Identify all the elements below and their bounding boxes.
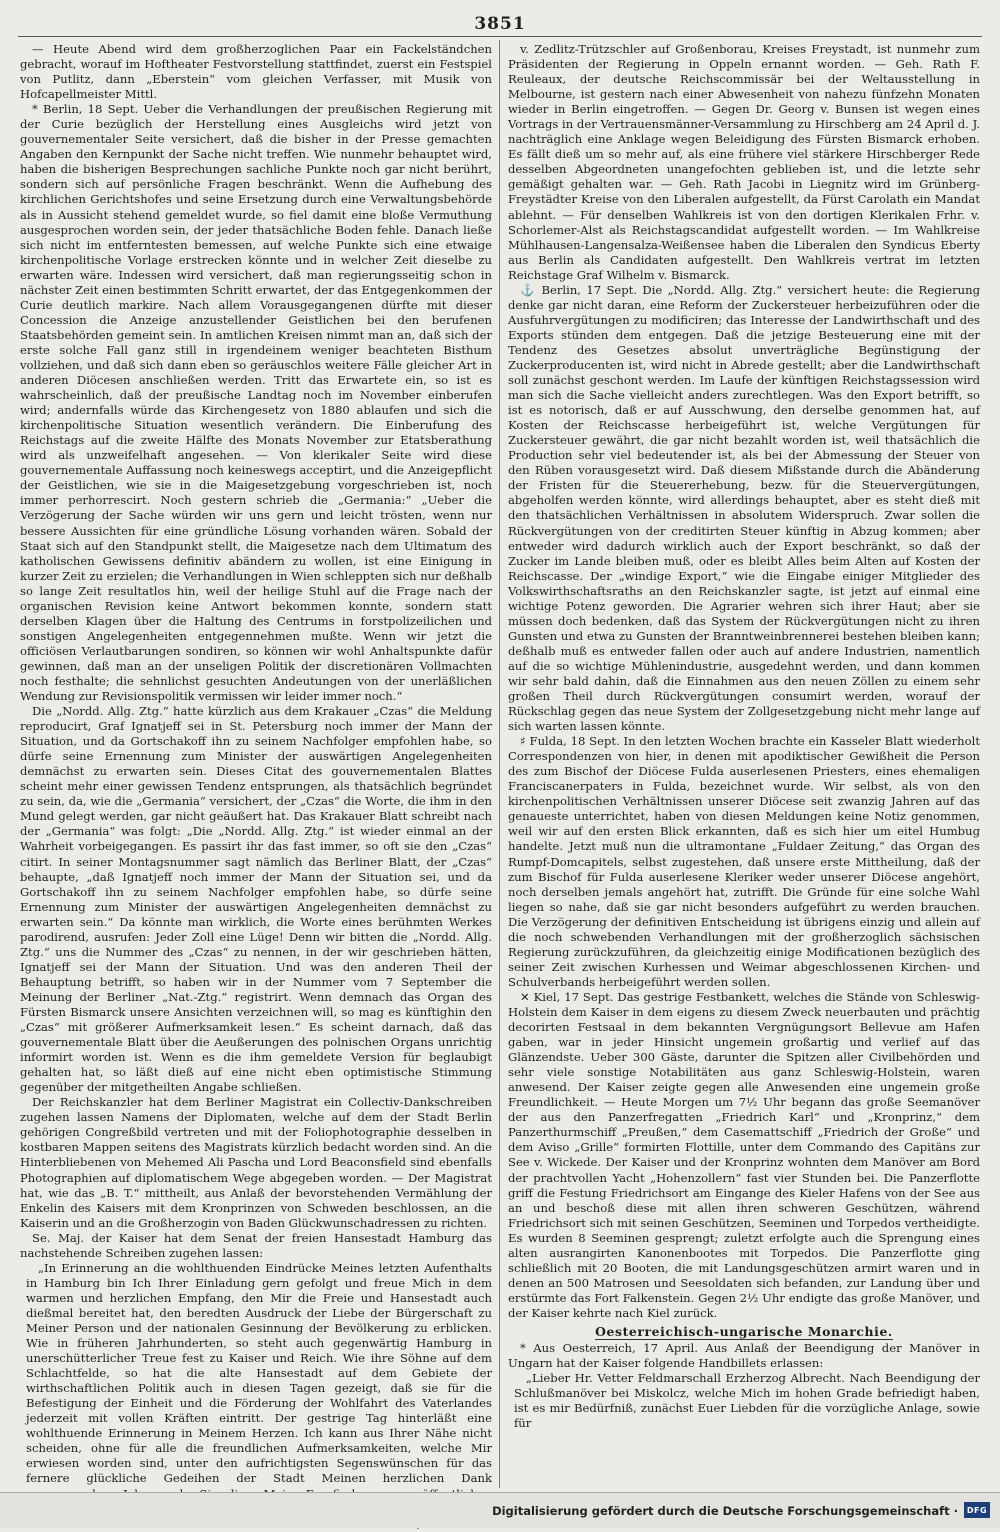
article-paragraph: ♯ Fulda, 18 Sept. In den letzten Wochen brachte ein Kasseler Blatt wiederholt Correspondenzen von hier, in denen mit apodiktischer Gewißheit die Person des zum Bischof der Diöcese Fulda auserlesenen Priesters, eines ehemaligen Franciscanerpaters in Fulda, bezeichnet wurde. Wir selbst, als von den kirchenpolitischen Verhältnissen unserer Diöcese seit zwanzig Jahren auf das genaueste unterrichtet, haben von diesen Meldungen keine Notiz genommen, weil wir auf den ersten Blick erkannten, daß es sich hier um eitel Humbug handelte. Jetzt muß nun die ultramontane „Fuldaer Zeitung,“ das Organ des Rumpf-Domcapitels, selbst zugestehen, daß unsere erste Mittheilung, daß der zum Bischof für Fulda auserlesene Kleriker weder unserer Diöcese angehört, noch derselben jemals angehört hat, zutrifft. Die Gründe für eine solche Wahl liegen so nahe, daß sie gar nicht besonders aufgeführt zu werden brauchen. Die Verzögerung der definitiven Entscheidung ist übrigens einzig und allein auf die noch schwebenden Verhandlungen mit der großherzoglich sächsischen Regierung zurückzuführen, da gleichzeitig einige Modificationen bezüglich des seiner Zeit zwischen Kurhessen und Weimar abgeschlossenen Kirchen- und Schulverbands herbeigeführt werden sollen. xyxy=(508,734,980,989)
imperial-handbillet: „Lieber Hr. Vetter Feldmarschall Erzherzog Albrecht. Nach Beendigung der Schlußmanöver bei Miskolcz, welche Mich im hohen Grade befriedigt haben, ist es mir Bedürfniß, zunächst Euer Liebden für die vorzügliche Anlage, sowie für xyxy=(514,1371,980,1431)
article-paragraph: Die „Nordd. Allg. Ztg.“ hatte kürzlich aus dem Krakauer „Czas“ die Meldung reproducirt, Graf Ignatjeff sei in St. Petersburg noch immer der Mann der Situation, und da Gortschakoff ihn zu seinem Nachfolger empfohlen habe, so dürfe seine Ernennung zum Minister der auswärtigen Angelegenheiten demnächst zu erwarten sein. Dieses Citat des gouvernementalen Blattes scheint mehr einer gewissen Tendenz entsprungen, als thatsächlich begründet zu sein, da, wie die „Germania“ versichert, der „Czas“ die Worte, die ihm in den Mund gelegt werden, gar nicht geäußert hat. Das Krakauer Blatt schreibt nach der „Germania“ was folgt: „Die „Nordd. Allg. Ztg.“ ist wieder einmal an der Wahrheit vorbeigegangen. Es passirt ihr das fast immer, so oft sie den „Czas“ citirt. In seiner Montagsnummer sagt nämlich das Berliner Blatt, der „Czas“ behaupte, „daß Ignatjeff noch immer der Mann der Situation sei, und da Gortschakoff ihn zu seinem Nachfolger empfohlen habe, so dürfe seine Ernennung zum Minister der auswärtigen Angelegenheiten demnächst zu erwarten sein.“ Da könnte man wirklich, die Worte eines berühmten Werkes parodirend, ausrufen: Jeder Zoll eine Lüge! Denn wir bitten die „Nordd. Allg. Ztg.“ uns die Nummer des „Czas“ zu nennen, in der wir geschrieben hätten, Ignatjeff sei der Mann der Situation. Und was den anderen Theil der Behauptung betrifft, so haben wir in der Nummer vom 7 September die Meinung der Berliner „Nat.-Ztg.“ registrirt. Wenn demnach das Organ des Fürsten Bismarck unsere Ansichten verzeichnen will, so mag es künftighin den „Czas“ mit größerer Aufmerksamkeit lesen.“ Es scheint darnach, daß das gouvernementale Blatt über die Aeußerungen des polnischen Organs unrichtig informirt worden ist. Wenn es die ihm gemeldete Version für beglaubigt gehalten hat, so läßt dieß auf eine nicht eben optimistische Stimmung gegenüber der mitgetheilten Angabe schließen. xyxy=(20,704,492,1095)
section-heading xyxy=(508,1324,980,1339)
page-number: 3851 xyxy=(474,14,526,34)
footer-rule xyxy=(0,1492,1000,1493)
article-paragraph: * Berlin, 18 Sept. Ueber die Verhandlungen der preußischen Regierung mit der Curie bezüglich der Herstellung eines Ausgleichs wird jetzt von gouvernementaler Seite versichert, daß die bisher in der Presse gemachten Angaben den Kernpunkt der Sache nicht treffen. Wie nunmehr behauptet wird, haben die bisherigen Besprechungen sachliche Punkte noch gar nicht berührt, sondern sich auf persönliche Fragen beschränkt. Wenn die Aufhebung des kirchlichen Gerichtshofes und seine Ersetzung durch eine Verwaltungsbehörde als in Aussicht stehend gemeldet wurde, so fiel damit eine bloße Vermuthung ausgesprochen worden sein, der jeder thatsächliche Boden fehle. Danach ließe sich nicht im entferntesten bemessen, auf welche Punkte sich eine etwaige kirchenpolitische Vorlage erstrecken könnte und in welcher Zeit dieselbe zu erwarten wäre. Indessen wird versichert, daß man regierungsseitig schon in nächster Zeit einen bestimmten Schritt erwartet, der das Entgegenkommen der Curie deutlich markire. Nach allem Vorausgegangenen dürfte mit dieser Concession die Anzeige anzustellender Geistlichen bei den berufenen Staatsbehörden gemeint sein. In amtlichen Kreisen nimmt man an, daß sich der erste solche Fall ganz still in irgendeinem weniger beachteten Bisthum vollziehen, und daß sich dann eben so geräuschlos weitere Fälle gleicher Art in anderen Diöcesen anschließen werden. Tritt das Erwartete ein, so ist es wahrscheinlich, daß der preußische Landtag noch im November einberufen wird; andernfalls würde das Kirchengesetz von 1880 ablaufen und sich die kirchenpolitische Situation wesentlich verändern. Die Einberufung des Reichstags auf die zweite Hälfte des Monats November zur Etatsberathung wird als unzweifelhaft angesehen. — Von klerikaler Seite wird diese gouvernementale Auffassung noch keineswegs acceptirt, und die Anzeigepflicht der Geistlichen, wie sie in die Maigesetzgebung vorgeschrieben ist, noch immer perhorrescirt. Noch gestern schrieb die „Germania:“ „Ueber die Verzögerung der Sache würden wir uns gern und leicht trösten, wenn nur bessere Aussichten für eine gründliche Lösung vorhanden wären. Sobald der Staat sich auf den Standpunkt stellt, die Maigesetze nach dem Ultimatum des katholischen Gewissens definitiv abändern zu wollen, ist eine Einigung in kurzer Zeit zu erzielen; die Verhandlungen in Wien schleppten sich nur deßhalb so lange Zeit resultatlos hin, weil der heilige Stuhl auf die Frage nach der organischen Revision keine Antwort bekommen konnte, sondern statt derselben Klagen über die Haltung des Centrums in forstpolizeilichen und sonstigen Angelegenheiten entgegennehmen mußte. Wenn wir jetzt die officiösen Verlautbarungen sondiren, so können wir wohl Anhaltspunkte dafür gewinnen, daß man an der unseligen Politik der discretionären Vollmachten noch festhalte; die sehnlichst gesuchten Andeutungen von der unerläßlichen Wendung zur Revisionspolitik vermissen wir leider immer noch.“ xyxy=(20,102,492,704)
left-column xyxy=(20,42,492,1487)
article-paragraph: * Aus Oesterreich, 17 April. Aus Anlaß der Beendigung der Manöver in Ungarn hat der Kaiser folgende Handbillets erlassen: xyxy=(508,1341,980,1371)
article-paragraph: — Heute Abend wird dem großherzoglichen Paar ein Fackelständchen gebracht, worauf im Hoftheater Festvorstellung stattfindet, zuerst ein Festspiel von Putlitz, dann „Eberstein“ vom gleichen Verfasser, mit Musik von Hofcapellmeister Mittl. xyxy=(20,42,492,102)
footer-bar xyxy=(0,1492,1000,1528)
dfg-logo-icon: DFG xyxy=(964,1502,990,1518)
article-paragraph: ✕ Kiel, 17 Sept. Das gestrige Festbankett, welches die Stände von Schleswig-Holstein dem Kaiser in dem eigens zu diesem Zweck neuerbauten und prächtig decorirten Festsaal in dem bekannten Vergnügungsort Bellevue am Hafen gaben, war in jeder Hinsicht ungemein großartig und verlief auf das Glänzendste. Ueber 300 Gäste, darunter die Spitzen aller Civilbehörden und sehr viele sonstige Notabilitäten aus ganz Schleswig-Holstein, waren anwesend. Der Kaiser zeigte gegen alle Anwesenden eine ungemein große Freundlichkeit. — Heute Morgen um 7½ Uhr begann das große Seemanöver der aus den Panzerfregatten „Friedrich Karl“ und „Kronprinz,“ dem Panzerthurmschiff „Preußen,“ dem Casemattschiff „Friedrich der Große“ und dem Aviso „Grille“ formirten Flottille, unter dem Commando des Capitäns zur See v. Wickede. Der Kaiser und der Kronprinz wohnten dem Manöver am Bord der prachtvollen Yacht „Hohenzollern“ fast vier Stunden bei. Die Panzerflotte griff die Festung Friedrichsort am Eingange des Kieler Hafens von der See aus an und beschoß diese mit allen ihren schweren Geschützen, während Friedrichsort sich mit seinen Geschützen, Seeminen und Torpedos vertheidigte. Es wurden 8 Seeminen gesprengt; zuletzt erfolgte auch die Sprengung eines alten ausrangirten Kanonenbootes mit Torpedos. Die Panzerflotte ging schließlich mit 20 Booten, die mit Landungsgeschützen armirt waren und in denen an 500 Matrosen und Seesoldaten sich befanden, zur Landung über und erstürmte das Fort Falkenstein. Gegen 2½ Uhr endigte das große Manöver, und der Kaiser kehrte nach Kiel zurück. xyxy=(508,989,980,1320)
article-paragraph: ⚓ Berlin, 17 Sept. Die „Nordd. Allg. Ztg.“ versichert heute: die Regierung denke gar nicht daran, eine Reform der Zuckersteuer herbeizuführen oder die Ausfuhrvergütungen zu modificiren; das Interesse der Landwirthschaft und des Exports stünden dem entgegen. Daß die jetzige Besteuerung eine mit der Tendenz des Gesetzes absolut unverträgliche Begünstigung der Zuckerproducenten ist, wird nicht in Abrede gestellt; aber die Landwirthschaft soll zunächst geschont werden. Im Laufe der künftigen Reichstagssession wird man sich die Sache vielleicht anders zurechtlegen. Was den Export betrifft, so ist es notorisch, daß er auf Ausschwung, den derselbe genommen hat, auf Kosten der Reichscasse herbeigeführt ist, welche Vergütungen für Zuckersteuer gewährt, die gar nicht bezahlt worden ist, weil thatsächlich die Production sehr viel bedeutender ist, als bei der Abmessung der Steuer von den Rüben vorausgesetzt wird. Daß diesem Mißstande durch die Abänderung der Fristen für die Steuererhebung, bezw. für die Steuervergütungen, abgeholfen werden könnte, wird allerdings behauptet, aber es steht dieß mit den thatsächlichen Verhältnissen in absolutem Widerspruch. Zwar sollen die Rückvergütungen von der creditirten Steuer künftig in Abzug kommen; aber entweder wird dadurch wirklich auch der Export beschränkt, so daß der Zucker im Lande bleiben muß, oder es bleibt Alles beim Alten auf Kosten der Reichscasse. Der „windige Export,“ wie die Eingabe einiger Mitglieder des Volkswirthschaftsraths an den Reichskanzler sagte, ist jetzt auf einmal eine wichtige Potenz geworden. Die Agrarier wehren sich ihrer Haut; aber sie müssen doch bedenken, daß das System der Rückvergütungen nicht zu ihren Gunsten und etwa zu Gunsten der Branntweinbrennerei bestehen bleiben kann; deßhalb muß es entweder fallen oder auch auf andere Industrien, namentlich auf die so wichtige Mühlenindustrie, ausgedehnt werden, und dann kommen wir sehr bald dahin, daß die Einnahmen aus den neuen Zöllen zu einem sehr großen Theil durch Rückvergütungen consumirt werden, worauf der Rückschlag gegen das neue System der Zollgesetzgebung nicht mehr lange auf sich warten lassen könnte. xyxy=(508,282,980,734)
article-paragraph: v. Zedlitz-Trützschler auf Großenborau, Kreises Freystadt, ist nunmehr zum Präsidenten der Regierung in Oppeln ernannt worden. — Geh. Rath F. Reuleaux, der deutsche Reichscommissär bei der Weltausstellung in Melbourne, ist gestern nach einer Abwesenheit von nahezu fünfzehn Monaten wieder in Berlin eingetroffen. — Gegen Dr. Georg v. Bunsen ist wegen eines Vortrags in der Vertrauensmänner-Versammlung zu Hirschberg am 24 April d. J. nachträglich eine Anklage wegen Beleidigung des Fürsten Bismarck erhoben. Es fällt dieß um so mehr auf, als eine frühere viel stärkere Hirschberger Rede desselben Abgeordneten unangefochten geblieben ist, und die letzte sehr gemäßigt gehalten war. — Geh. Rath Jacobi in Liegnitz wird im Grünberg-Freystädter Kreise von den Liberalen aufgestellt, da Fürst Carolath ein Mandat ablehnt. — Für denselben Wahlkreis ist von den dortigen Klerikalen Frhr. v. Schorlemer-Alst als Reichstagscandidat aufgestellt worden. — Im Wahlkreise Mühlhausen-Langensalza-Weißensee haben die Liberalen den Syndicus Eberty aus Berlin als Candidaten aufgestellt. Den Wahlkreis vertrat im letzten Reichstage Graf Wilhelm v. Bismarck. xyxy=(508,42,980,282)
right-column xyxy=(508,42,980,1487)
column-divider xyxy=(499,40,500,1488)
header-rule xyxy=(18,36,982,37)
digitization-credit: Digitalisierung gefördert durch die Deutsche Forschungsgemeinschaft · xyxy=(492,1504,958,1518)
imperial-letter: „In Erinnerung an die wohlthuenden Eindrücke Meines letzten Aufenthalts in Hamburg bin Ich Ihrer Einladung gern gefolgt und freue Mich in dem warmen und herzlichen Empfang, den Mir die Freie und Hansestadt auch dießmal bereitet hat, den beredten Ausdruck der Liebe der Bürgerschaft zu Meiner Person und der nationalen Gesinnung der Bevölkerung zu erblicken. Wie in früheren Jahrhunderten, so steht auch gegenwärtig Hamburg in unerschütterlicher Treue fest zu Kaiser und Reich. Wie ihre Söhne auf dem Schlachtfelde, so hat die alte Hansestadt auf dem Gebiete der wirthschaftlichen Politik auch in diesen Tagen gezeigt, daß sie für die Befestigung der Einheit und die Förderung der Wohlfahrt des Vaterlandes jederzeit mit vollen Kräften eintritt. Der gestrige Tag hinterläßt eine wohlthuende Erinnerung in Meinem Herzen. Ich kann aus Ihrer Nähe nicht scheiden, ohne für alle die freundlichen Aufmerksamkeiten, welche Mir erwiesen worden sind, unter den aufrichtigsten Segenswünschen für das fernere glückliche Gedeihen der Stadt Meinen herzlichen Dank xyxy=(26,1260,492,1486)
article-paragraph: Der Reichskanzler hat dem Berliner Magistrat ein Collectiv-Dankschreiben zugehen lassen Namens der Diplomaten, welche auf dem der Stadt Berlin gehörigen Congreßbild vertreten und mit der Foliophotographie desselben in kostbaren Mappen seitens des Magistrats kürzlich bedacht worden sind. An die Hinterbliebenen von Mehemed Ali Pascha und Lord Beaconsfield sind ebenfalls Photographien auf diplomatischem Wege abgegeben worden. — Der Magistrat hat, wie das „B. T.“ mittheilt, aus Anlaß der bevorstehenden Vermählung der Enkelin des Kaisers mit dem Kronprinzen von Schweden beschlossen, an die Kaiserin und an die Großherzogin von Baden Glückwunschadressen zu richten. xyxy=(20,1095,492,1230)
article-paragraph: Se. Maj. der Kaiser hat dem Senat der freien Hansestadt Hamburg das nachstehende Schreiben zugehen lassen: xyxy=(20,1230,492,1260)
section-heading-text: Oesterreichisch-ungarische Monarchie. xyxy=(595,1323,893,1339)
